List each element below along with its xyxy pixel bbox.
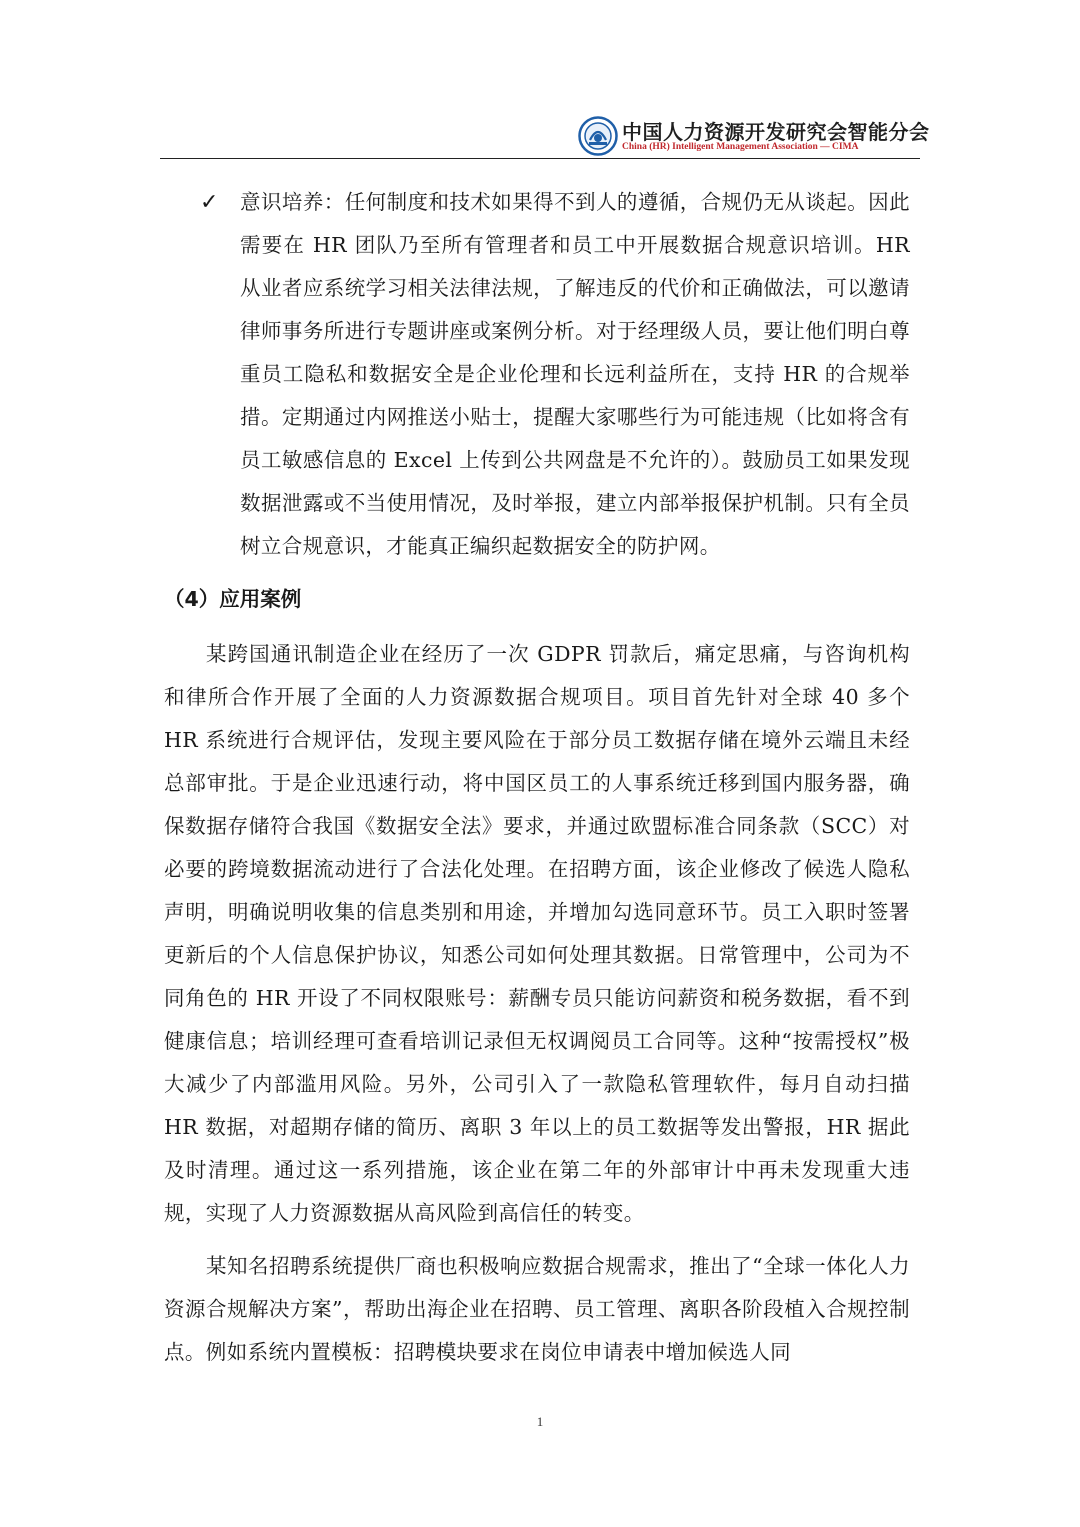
checkmark-icon: ✓ — [200, 190, 219, 215]
page-header — [160, 110, 930, 162]
case-paragraph-1: 某跨国通讯制造企业在经历了一次 GDPR 罚款后，痛定思痛，与咨询机构和律所合作开展了全面的人力资源数据合规项目。项目首先针对全球 40 多个 HR 系统进行合规评估，发现主要风险在于部分员工数据存储在境外云端且未经总部审批。于是企业迅速行动，将中国区员工的人事系统迁移到国内服务器，确保数据存储符合我国《数据安全法》要求，并通过欧盟标准合同条款（SCC）对必要的跨境数据流动进行了合法化处理。在招聘方面，该企业修改了候选人隐私声明，明确说明收集的信息类别和用途，并增加勾选同意环节。员工入职时签署更新后的个人信息保护协议，知悉公司如何处理其数据。日常管理中，公司为不同角色的 HR 开设了不同权限账号：薪酬专员只能访问薪资和税务数据，看不到健康信息；培训经理可查看培训记录但无权调阅员工合同等。这种“按需授权”极大减少了内部滥用风险。另外，公司引入了一款隐私管理软件，每月自动扫描 HR 数据，对超期存储的简历、离职 3 年以上的员工数据等发出警报，HR 据此及时清理。通过这一系列措施，该企业在第二年的外部审计中再未发现重大违规，实现了人力资源数据从高风险到高信任的转变。 — [164, 642, 910, 1225]
case-paragraph-2: 某知名招聘系统提供厂商也积极响应数据合规需求，推出了“全球一体化人力资源合规解决方案”，帮助出海企业在招聘、员工管理、离职各阶段植入合规控制点。例如系统内置模板：招聘模块要求在岗位申请表中增加候选人同 — [164, 1254, 910, 1364]
org-name-en: China (HR) Intelligent Management Association — CIMA — [622, 142, 859, 152]
org-name-cn: 中国人力资源开发研究会智能分会 — [622, 120, 930, 144]
header-divider — [160, 158, 920, 159]
bullet-item-awareness — [164, 181, 910, 568]
cima-logo-icon — [578, 116, 618, 156]
page-number: 1 — [536, 1414, 544, 1429]
section-title: （4）应用案例 — [164, 587, 302, 611]
page-content — [164, 181, 910, 1374]
bullet-text: 意识培养：任何制度和技术如果得不到人的遵循，合规仍无从谈起。因此需要在 HR 团队乃至所有管理者和员工中开展数据合规意识培训。HR 从业者应系统学习相关法律法规，了解违反的代价和正确做法，可以邀请律师事务所进行专题讲座或案例分析。对于经理级人员，要让他们明白尊重员工隐私和数据安全是企业伦理和长远利益所在，支持 HR 的合规举措。定期通过内网推送小贴士，提醒大家哪些行为可能违规（比如将含有员工敏感信息的 Excel 上传到公共网盘是不允许的）。鼓励员工如果发现数据泄露或不当使用情况，及时举报，建立内部举报保护机制。只有全员树立合规意识，才能真正编织起数据安全的防护网。 — [240, 190, 910, 558]
